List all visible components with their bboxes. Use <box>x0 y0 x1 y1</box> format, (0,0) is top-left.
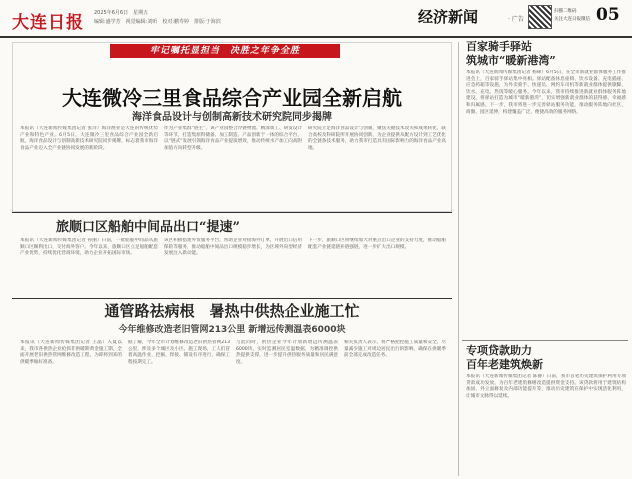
article-2-body <box>20 238 446 294</box>
editor-credits: 编辑:盛学芳 视觉编辑:刘昕 校对:鹏寿婷 排版:于海滨 <box>94 19 221 25</box>
qr-caption-1: 扫描二维码 <box>554 9 577 14</box>
lead-subheadline: 海洋食品设计与创制高新技术研究院同步揭牌 <box>132 112 332 123</box>
qr-caption-2: 关注大连日报微信 <box>554 17 590 22</box>
lead-col-3: 研究院立足海洋食品设计与创制，聚焦关键技术攻关和成果转化，联合高校及科研院所开展协同创新，为企业提供从配方设计到工艺优化的全链条技术服务，助力我市打造具有国际影响力的海洋食品产业高地。 <box>308 126 446 151</box>
right-article-1-body: 本报讯（大连新闻传媒集团记者 杨硕）6月5日，在全市新就业群体服务工作推进会上，百家骑手驿站集中亮相。驿站配备休息座椅、饮水设备、充电插座、应急药箱等设施，为外卖骑手、快递员、网约车司机等新就业群体提供歇脚、饮水、充电、热饭等暖心服务。今年以来，我市持续推进新就业群体服务阵地建设，将驿站打造为城市“暖新港湾”，切实增强新就业群体的获得感、幸福感和归属感。下一步，我市将进一步完善驿站服务功能，推动服务阵地向社区、商圈、园区延伸，构建覆盖广泛、便捷高效的服务网络。 <box>466 70 626 115</box>
article-3-col-3: 与此同时，供热企业今年计划新增远传测温表6000块，实时监测居民室温数据，为精准调控供热提供支撑，进一步提升供热服务质量和居民满意度。 <box>236 340 338 365</box>
right-article-2-body: 本报讯（大连新闻传媒集团记者 陈静）日前，我市首笔历史建筑保护利用专项贷款成功发放，为百年老建筑修缮改造提供资金支持。该贷款将用于建筑结构加固、外立面修复及内部功能提升等，推动历史建筑在保护中实现活化利用，让城市文脉得以延续。 <box>466 374 626 399</box>
article-3-col-2: 据了解，今年全市计划维修改造老旧供热管网213公里，涉及多个城区及小区。施工现场，工人们冒着高温作业，挖掘、焊接、铺设有序进行，确保工程按期完工。 <box>128 340 230 365</box>
section-title: 经济新闻 <box>418 8 479 26</box>
article-3-col-1: 本报讯（大连新闻传媒集团记者 王晶）入夏以来，我市各供热企业抢抓非供暖期黄金施工期，全面开展老旧供热管网维修改造工程，为即将到来的供暖季做好准备。 <box>20 340 122 365</box>
lead-banner: 牢记嘱托显担当 决胜之年争全胜 <box>110 44 340 58</box>
article-3-body <box>20 340 446 476</box>
article-2-col-3: 下一步，旅顺口区将继续加大对重点出口企业的支持力度，推动船舶配套产业链延链补链强链，进一步扩大出口规模。 <box>308 238 446 250</box>
lead-col-2: 作为产业集群“链主”，该产业园整合冷链物流、精深加工、研发设计等环节，打造集原料储备、加工制造、产品创新于一体的综合平台，以“链式”发展引领海洋食品产业提质增效，推动传统水产加工向高附加值方向转型升级。 <box>164 126 302 151</box>
qr-code-icon <box>528 5 552 29</box>
article-2-col-1: 本报讯（大连新闻传媒集团记者 孙丽）日前，一批船舶中间品从旅顺口区顺利出口，交付海外客户。今年以来，旅顺口区立足船舶配套产业优势，持续优化营商环境，助力企业开拓国际市场。 <box>20 238 158 257</box>
column-divider <box>458 42 459 476</box>
lead-body <box>20 126 446 210</box>
article-2-col-2: 该区积极搭建外贸服务平台，帮助企业对接海外订单，开展出口信用保险等服务，推动船舶中间品出口规模稳步增长，为区域外向型经济发展注入新动能。 <box>164 238 302 257</box>
newspaper-logo: 大连日报 <box>12 13 84 33</box>
article-3-divider <box>12 298 452 299</box>
section-suffix: · 广告 <box>508 16 524 23</box>
article-2-headline: 旅顺口区船舶中间品出口“提速” <box>56 220 240 235</box>
right-article-divider <box>462 340 628 341</box>
article-3-headline: 通管路祛病根 暑热中供热企业施工忙 <box>104 302 360 320</box>
article-3-col-4: 相关负责人表示，将严格把控施工质量和安全，尽量减少施工对周边居民出行的影响，确保在供暖季前全部完成改造任务。 <box>344 340 446 359</box>
right-article-1-headline: 百家骑手驿站 筑城市“暖新港湾” <box>466 40 556 67</box>
right-article-2-headline: 专项贷款助力 百年老建筑焕新 <box>466 344 543 371</box>
page-number: 05 <box>596 5 620 25</box>
article-3-subheadline: 今年维修改造老旧管网213公里 新增远传测温表6000块 <box>118 325 346 335</box>
lead-col-1: 本报讯（大连新闻传媒集团记者 张洋）海洋渔业是大连的传统优势产业和特色产业。6月5日，大连微冷三里食品综合产业园全新启航，海洋食品设计与创制高新技术研究院同步揭牌，标志着我市海洋食品产业迈入全产业链协同发展的新阶段。 <box>20 126 158 151</box>
lead-headline: 大连微冷三里食品综合产业园全新启航 <box>62 86 402 110</box>
issue-date: 2025年6月6日 星期五 <box>94 10 149 16</box>
